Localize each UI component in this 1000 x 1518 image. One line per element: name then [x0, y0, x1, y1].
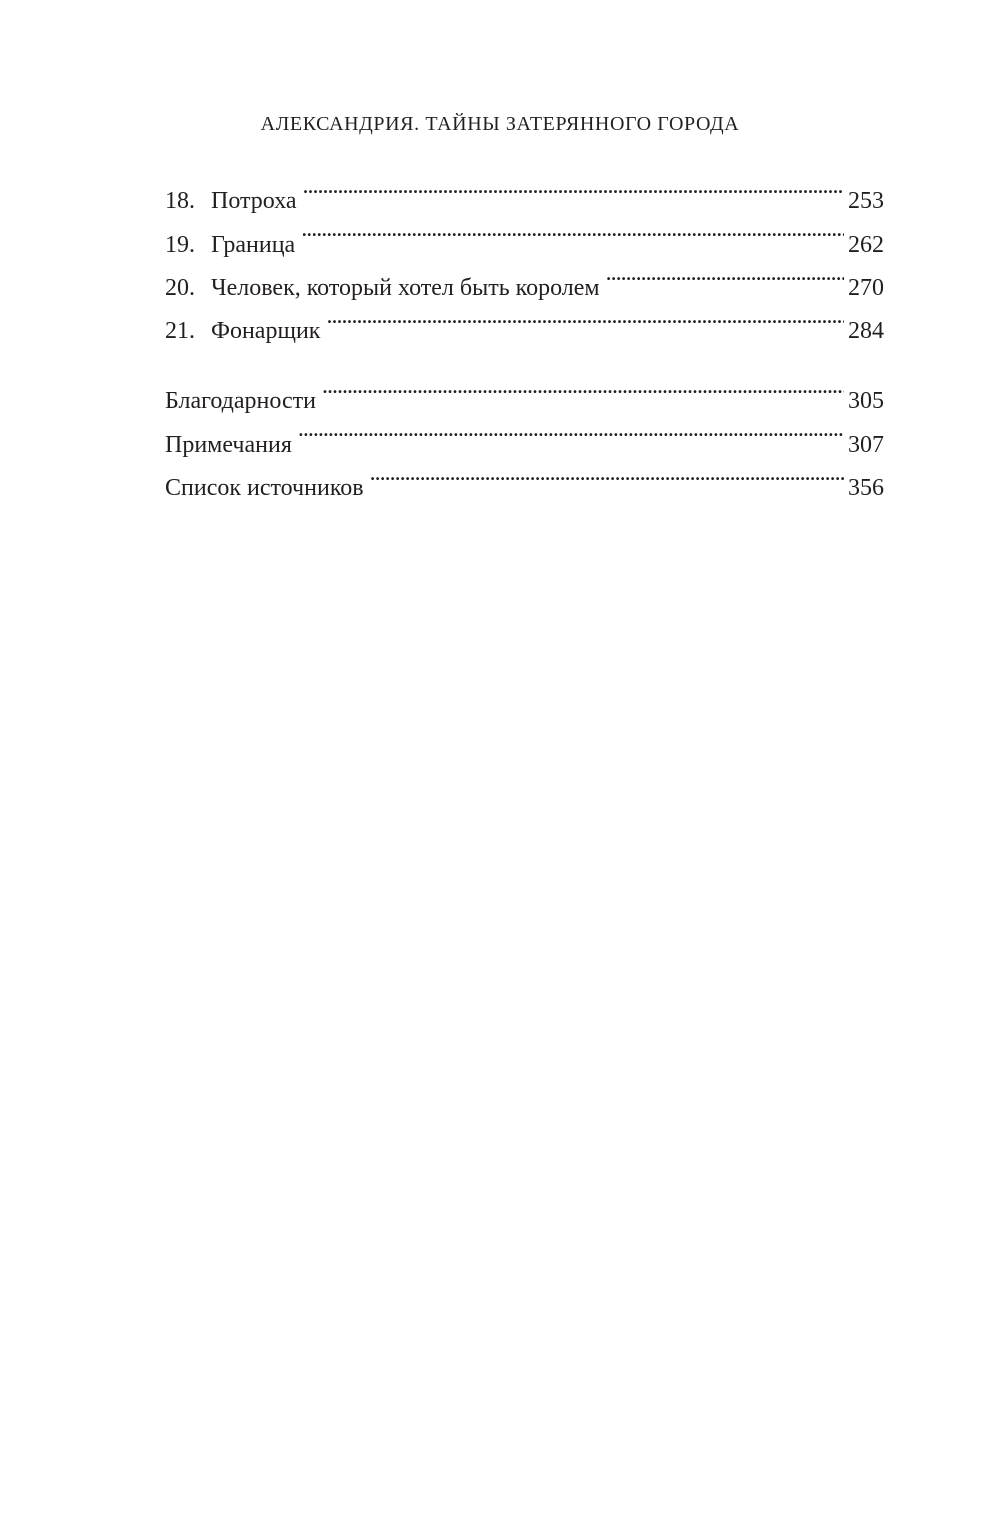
toc-dot-leader — [298, 408, 844, 451]
toc-dot-leader — [303, 165, 844, 208]
toc-entry-acknowledgements — [165, 365, 884, 415]
toc-back-matter-title: Список источников — [165, 475, 364, 502]
toc-back-matter-title: Примечания — [165, 431, 292, 458]
toc-chapter-title: Потроха — [211, 188, 297, 215]
toc-page-number: 284 — [848, 318, 884, 345]
toc-page-number: 262 — [848, 231, 884, 258]
toc-dot-leader — [370, 452, 844, 495]
toc-dot-leader — [322, 365, 844, 408]
table-of-contents — [165, 165, 884, 502]
toc-chapter-number: 20. — [165, 274, 195, 301]
toc-dot-leader — [606, 252, 844, 295]
toc-chapter-number: 18. — [165, 188, 195, 215]
toc-chapter-title: Фонарщик — [211, 318, 321, 345]
toc-page-number: 253 — [848, 188, 884, 215]
toc-dot-leader — [326, 295, 844, 338]
toc-chapter-title: Граница — [211, 231, 296, 258]
toc-back-matter-title: Благодарности — [165, 388, 316, 415]
toc-page-number: 270 — [848, 274, 884, 301]
running-header: АЛЕКСАНДРИЯ. ТАЙНЫ ЗАТЕРЯННОГО ГОРОДА — [260, 113, 740, 135]
toc-entry-chapter-18 — [165, 165, 884, 215]
toc-dot-leader — [301, 208, 844, 251]
toc-page-number: 305 — [848, 388, 884, 415]
toc-chapter-number: 21. — [165, 318, 195, 345]
toc-page-number: 307 — [848, 431, 884, 458]
toc-chapter-number: 19. — [165, 231, 195, 258]
toc-page-number: 356 — [848, 475, 884, 502]
toc-chapter-title: Человек, который хотел быть королем — [211, 274, 600, 301]
